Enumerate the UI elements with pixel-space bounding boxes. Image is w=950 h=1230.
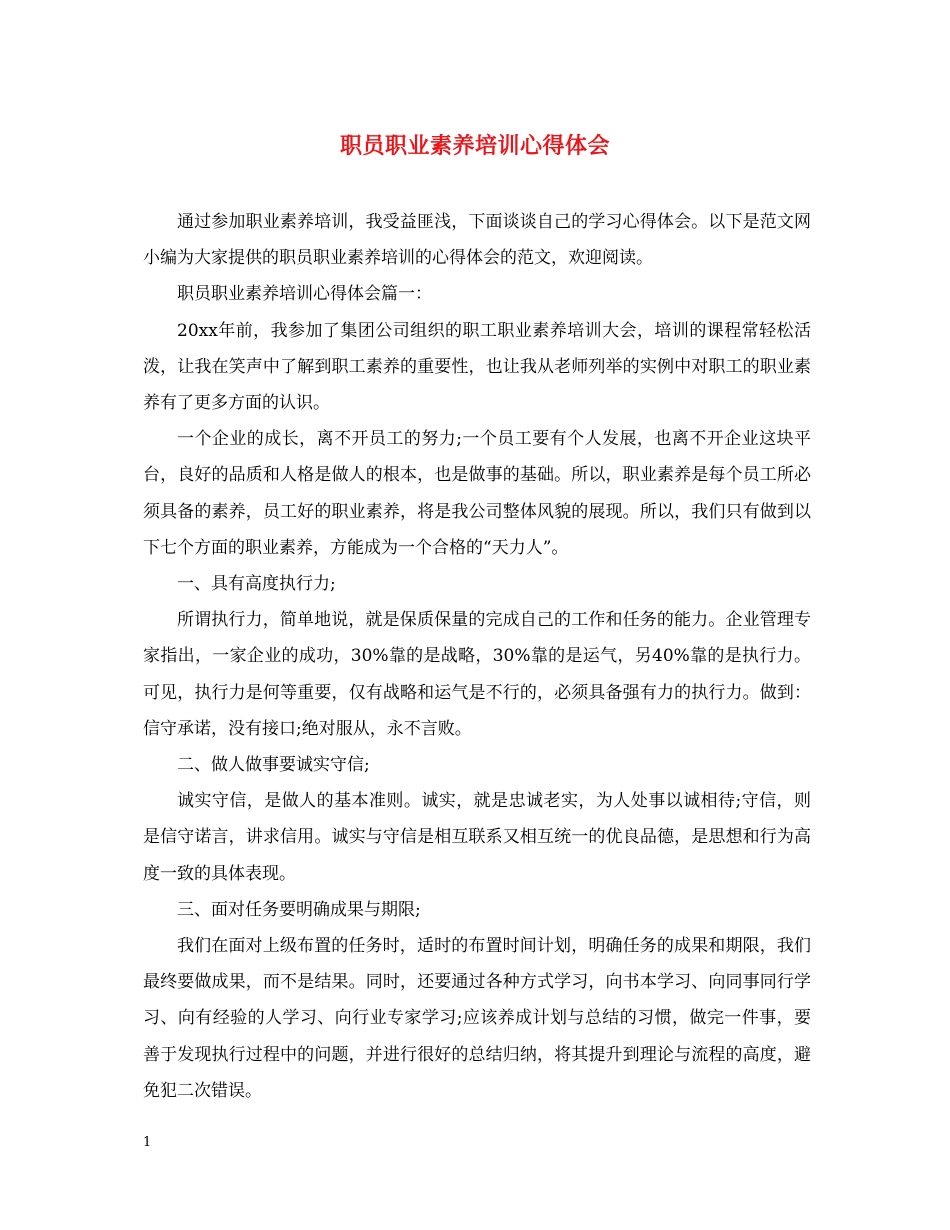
paragraph-heading-1: 一、具有高度执行力;: [177, 574, 336, 595]
paragraph: 我们在面对上级布置的任务时，适时的布置时间计划，明确任务的成果和期限，我们最终要做成果，而不是结果。同时，还要通过各种方式学习，向书本学习、向同事同行学习、向有经验的人学习、向行业专家学习;应该养成计划与总结的习惯，做完一件事，要善于发现执行过程中的问题，并进行很好的总结归纳，将其提升到理论与流程的高度，避免犯二次错误。: [143, 936, 811, 1101]
paragraph: 所谓执行力，简单地说，就是保质保量的完成自己的工作和任务的能力。企业管理专家指出，一家企业的成功，30%靠的是战略，30%靠的是运气，另40%靠的是执行力。可见，执行力是何等重要，仅有战略和运气是不行的，必须具备强有力的执行力。做到：信守承诺，没有接口;绝对服从，永不言败。: [143, 610, 811, 739]
page-number: 1: [143, 1135, 152, 1150]
document-title: 职员职业素养培训心得体会: [339, 133, 610, 159]
paragraph-heading-2: 二、做人做事要诚实守信;: [177, 755, 370, 776]
paragraph-intro: 通过参加职业素养培训，我受益匪浅，下面谈谈自己的学习心得体会。以下是范文网小编为大家提供的职员职业素养培训的心得体会的范文，欢迎阅读。: [143, 212, 811, 269]
document-body: [143, 204, 811, 1109]
paragraph: 诚实守信，是做人的基本准则。诚实，就是忠诚老实，为人处事以诚相待;守信，则是信守诺言，讲求信用。诚实与守信是相互联系又相互统一的优良品德，是思想和行为高度一致的具体表现。: [143, 791, 811, 884]
paragraph-section-heading: 职员职业素养培训心得体会篇一：: [177, 284, 432, 305]
paragraph: 20xx年前，我参加了集团公司组织的职工职业素养培训大会，培训的课程常轻松活泼，让我在笑声中了解到职工素养的重要性，也让我从老师列举的实例中对职工的职业素养有了更多方面的认识。: [143, 320, 811, 414]
paragraph-heading-3: 三、面对任务要明确成果与期限;: [177, 899, 421, 920]
paragraph: 一个企业的成长，离不开员工的努力;一个员工要有个人发展，也离不开企业这块平台，良好的品质和人格是做人的根本，也是做事的基础。所以，职业素养是每个员工所必须具备的素养，员工好的职业素养，将是我公司整体风貌的展现。所以，我们只有做到以下七个方面的职业素养，方能成为一个合格的“天力人”。: [143, 429, 811, 558]
